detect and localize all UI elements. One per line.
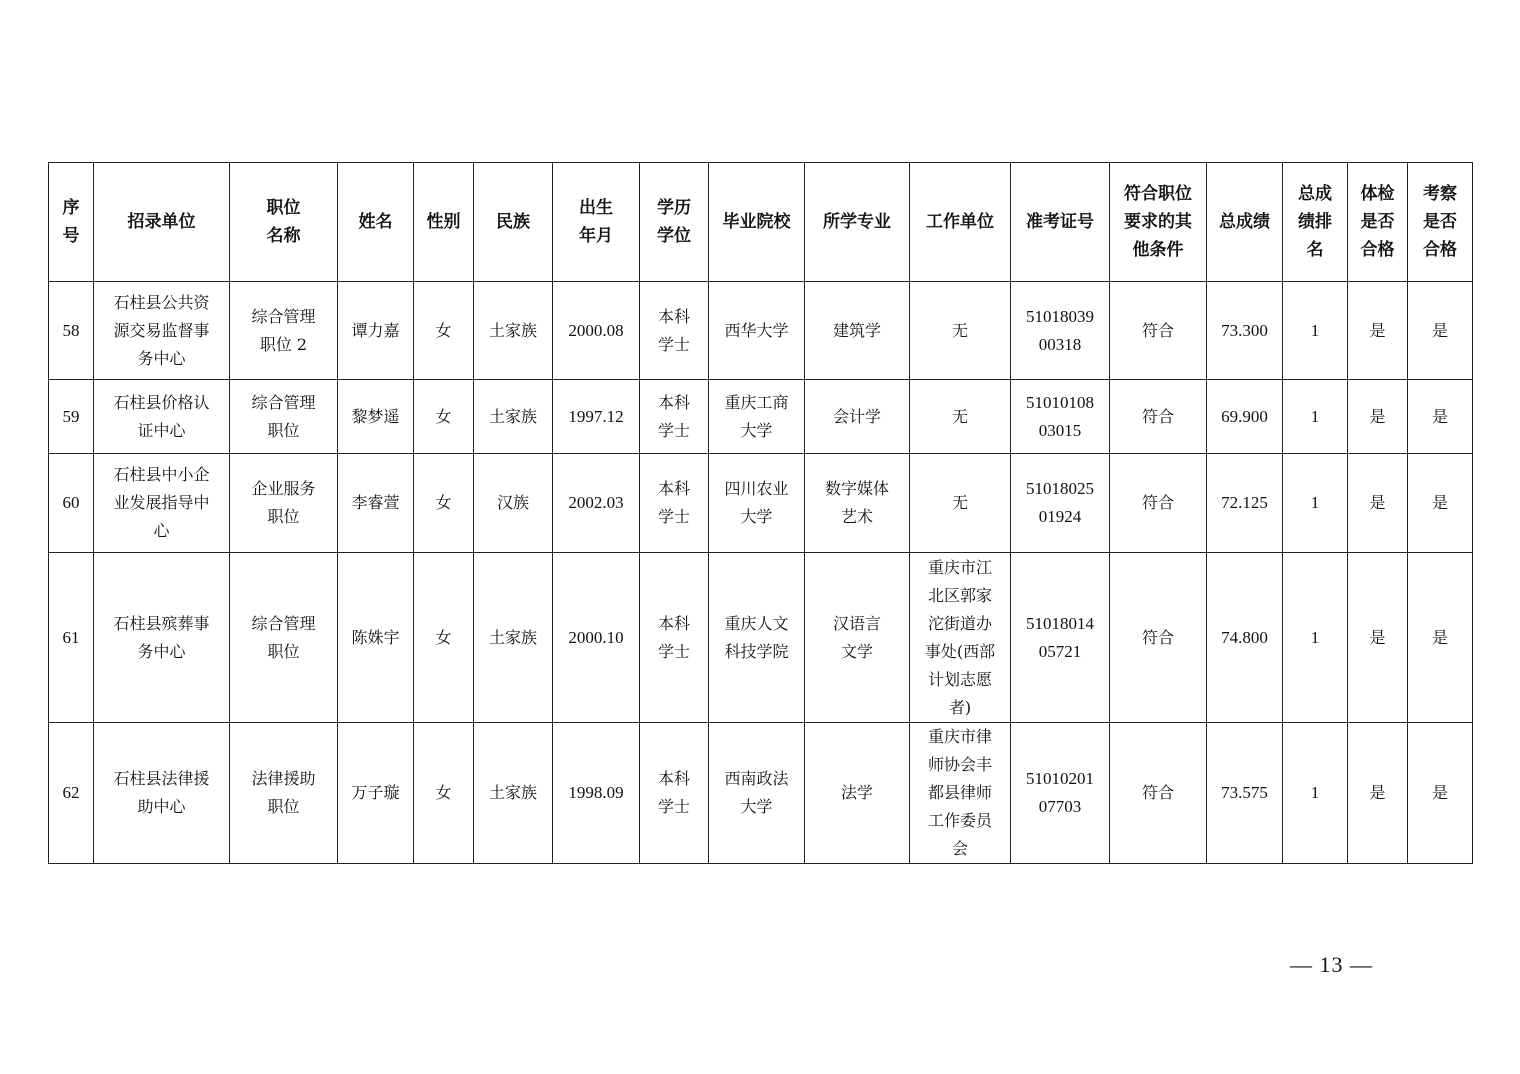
cell-major: 数字媒体 艺术 xyxy=(805,454,910,553)
header-rank: 总成 绩排 名 xyxy=(1283,163,1348,282)
header-conditions: 符合职位 要求的其 他条件 xyxy=(1110,163,1207,282)
cell-unit: 石柱县法律援 助中心 xyxy=(94,723,230,864)
cell-inspection: 是 xyxy=(1408,380,1473,454)
header-row xyxy=(49,163,1473,282)
candidate-table xyxy=(48,162,1473,864)
cell-employer: 无 xyxy=(910,380,1011,454)
cell-physical: 是 xyxy=(1348,723,1408,864)
cell-exam-id: 51010108 03015 xyxy=(1011,380,1110,454)
header-school: 毕业院校 xyxy=(709,163,805,282)
cell-degree: 本科 学士 xyxy=(640,380,709,454)
cell-birth: 2000.10 xyxy=(553,553,640,723)
cell-score: 73.575 xyxy=(1207,723,1283,864)
cell-conditions: 符合 xyxy=(1110,282,1207,380)
cell-rank: 1 xyxy=(1283,723,1348,864)
header-employer: 工作单位 xyxy=(910,163,1011,282)
cell-major: 汉语言 文学 xyxy=(805,553,910,723)
cell-conditions: 符合 xyxy=(1110,553,1207,723)
cell-gender: 女 xyxy=(414,454,474,553)
table-row xyxy=(49,282,1473,380)
header-degree: 学历 学位 xyxy=(640,163,709,282)
cell-school: 重庆工商 大学 xyxy=(709,380,805,454)
cell-major: 法学 xyxy=(805,723,910,864)
cell-exam-id: 51018039 00318 xyxy=(1011,282,1110,380)
cell-school: 重庆人文 科技学院 xyxy=(709,553,805,723)
cell-gender: 女 xyxy=(414,282,474,380)
cell-name: 李睿萱 xyxy=(338,454,414,553)
header-position: 职位 名称 xyxy=(230,163,338,282)
cell-exam-id: 51018014 05721 xyxy=(1011,553,1110,723)
cell-physical: 是 xyxy=(1348,553,1408,723)
header-ethnicity: 民族 xyxy=(474,163,553,282)
cell-employer: 重庆市律 师协会丰 都县律师 工作委员 会 xyxy=(910,723,1011,864)
cell-unit: 石柱县价格认 证中心 xyxy=(94,380,230,454)
header-seq: 序 号 xyxy=(49,163,94,282)
header-physical: 体检 是否 合格 xyxy=(1348,163,1408,282)
cell-rank: 1 xyxy=(1283,454,1348,553)
cell-rank: 1 xyxy=(1283,380,1348,454)
cell-school: 西华大学 xyxy=(709,282,805,380)
cell-position: 综合管理 职位 xyxy=(230,380,338,454)
cell-exam-id: 51018025 01924 xyxy=(1011,454,1110,553)
cell-birth: 2002.03 xyxy=(553,454,640,553)
cell-score: 73.300 xyxy=(1207,282,1283,380)
cell-seq: 59 xyxy=(49,380,94,454)
header-inspection: 考察 是否 合格 xyxy=(1408,163,1473,282)
cell-gender: 女 xyxy=(414,553,474,723)
cell-school: 西南政法 大学 xyxy=(709,723,805,864)
cell-degree: 本科 学士 xyxy=(640,282,709,380)
cell-score: 69.900 xyxy=(1207,380,1283,454)
cell-inspection: 是 xyxy=(1408,553,1473,723)
cell-name: 黎梦遥 xyxy=(338,380,414,454)
cell-name: 万子璇 xyxy=(338,723,414,864)
cell-rank: 1 xyxy=(1283,553,1348,723)
cell-birth: 2000.08 xyxy=(553,282,640,380)
cell-birth: 1997.12 xyxy=(553,380,640,454)
cell-unit: 石柱县殡葬事 务中心 xyxy=(94,553,230,723)
cell-gender: 女 xyxy=(414,380,474,454)
cell-position: 企业服务 职位 xyxy=(230,454,338,553)
cell-ethnicity: 土家族 xyxy=(474,380,553,454)
cell-inspection: 是 xyxy=(1408,454,1473,553)
cell-employer: 重庆市江 北区郭家 沱街道办 事处(西部 计划志愿 者) xyxy=(910,553,1011,723)
cell-name: 谭力嘉 xyxy=(338,282,414,380)
cell-major: 建筑学 xyxy=(805,282,910,380)
header-exam-id: 准考证号 xyxy=(1011,163,1110,282)
cell-major: 会计学 xyxy=(805,380,910,454)
cell-physical: 是 xyxy=(1348,454,1408,553)
cell-employer: 无 xyxy=(910,454,1011,553)
cell-degree: 本科 学士 xyxy=(640,723,709,864)
cell-ethnicity: 土家族 xyxy=(474,282,553,380)
cell-physical: 是 xyxy=(1348,282,1408,380)
cell-seq: 62 xyxy=(49,723,94,864)
cell-ethnicity: 土家族 xyxy=(474,723,553,864)
cell-school: 四川农业 大学 xyxy=(709,454,805,553)
cell-seq: 61 xyxy=(49,553,94,723)
cell-unit: 石柱县公共资 源交易监督事 务中心 xyxy=(94,282,230,380)
cell-inspection: 是 xyxy=(1408,723,1473,864)
cell-degree: 本科 学士 xyxy=(640,553,709,723)
cell-ethnicity: 汉族 xyxy=(474,454,553,553)
cell-conditions: 符合 xyxy=(1110,723,1207,864)
cell-position: 综合管理 职位 xyxy=(230,553,338,723)
header-major: 所学专业 xyxy=(805,163,910,282)
cell-score: 74.800 xyxy=(1207,553,1283,723)
header-score: 总成绩 xyxy=(1207,163,1283,282)
cell-ethnicity: 土家族 xyxy=(474,553,553,723)
header-birth: 出生 年月 xyxy=(553,163,640,282)
page-number: — 13 — xyxy=(1290,952,1373,977)
header-unit: 招录单位 xyxy=(94,163,230,282)
cell-score: 72.125 xyxy=(1207,454,1283,553)
header-gender: 性别 xyxy=(414,163,474,282)
cell-position: 综合管理 职位 2 xyxy=(230,282,338,380)
table-row xyxy=(49,454,1473,553)
cell-inspection: 是 xyxy=(1408,282,1473,380)
cell-gender: 女 xyxy=(414,723,474,864)
cell-position: 法律援助 职位 xyxy=(230,723,338,864)
cell-birth: 1998.09 xyxy=(553,723,640,864)
cell-physical: 是 xyxy=(1348,380,1408,454)
cell-conditions: 符合 xyxy=(1110,454,1207,553)
cell-rank: 1 xyxy=(1283,282,1348,380)
table-row xyxy=(49,723,1473,864)
cell-conditions: 符合 xyxy=(1110,380,1207,454)
cell-seq: 60 xyxy=(49,454,94,553)
cell-unit: 石柱县中小企 业发展指导中 心 xyxy=(94,454,230,553)
table-row xyxy=(49,553,1473,723)
cell-employer: 无 xyxy=(910,282,1011,380)
cell-seq: 58 xyxy=(49,282,94,380)
cell-degree: 本科 学士 xyxy=(640,454,709,553)
cell-name: 陈姝宇 xyxy=(338,553,414,723)
cell-exam-id: 51010201 07703 xyxy=(1011,723,1110,864)
table-row xyxy=(49,380,1473,454)
header-name: 姓名 xyxy=(338,163,414,282)
